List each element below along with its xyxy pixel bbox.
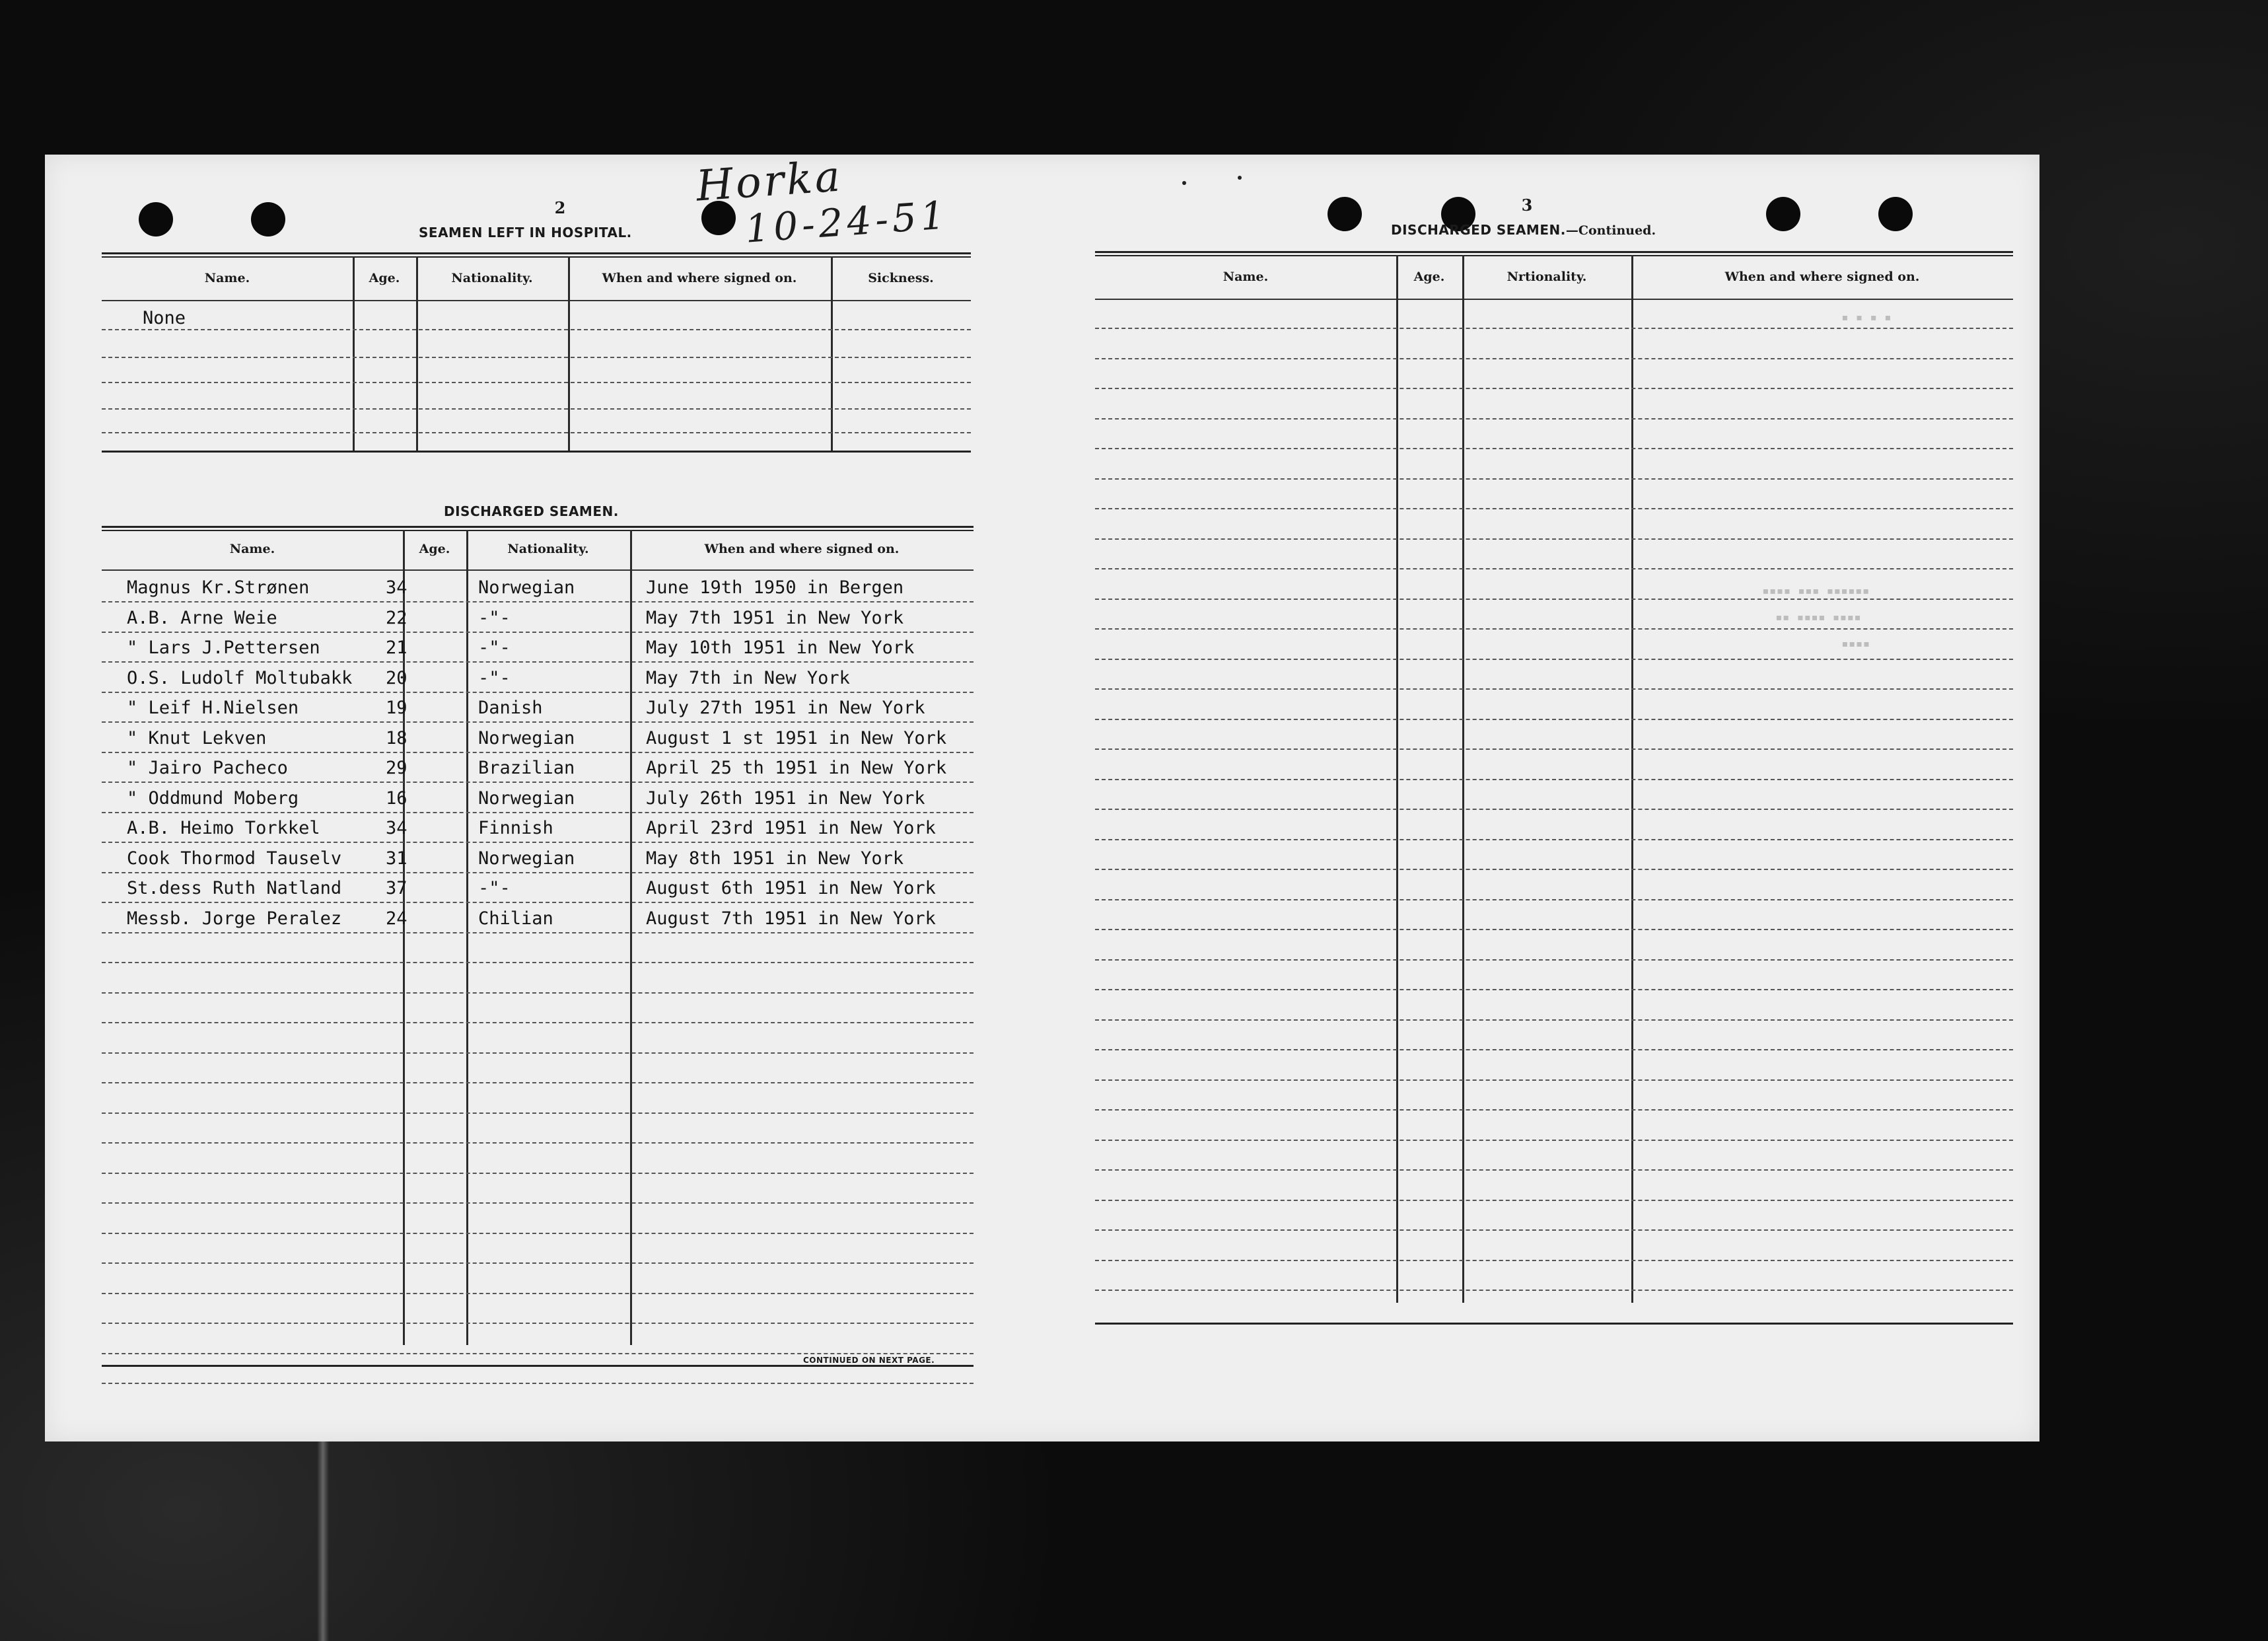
handwritten-annotation-date: 10-24-51: [744, 192, 950, 252]
table-row-rule: [102, 1052, 974, 1054]
seaman-signed-on-cell: August 6th 1951 in New York: [646, 878, 936, 898]
right-section-title-suffix: —Continued.: [1565, 223, 1656, 238]
table-row-rule: [1095, 839, 2013, 840]
column-divider: [416, 256, 418, 451]
table-row-rule: [1095, 899, 2013, 900]
table-rule: [102, 252, 971, 254]
column-divider: [353, 256, 355, 451]
table-row-rule: [102, 1173, 974, 1174]
hospital-name-cell: None: [143, 308, 186, 328]
seaman-signed-on-cell: April 25 th 1951 in New York: [646, 758, 947, 778]
seaman-signed-on-cell: July 27th 1951 in New York: [646, 698, 925, 718]
table-row-rule: [102, 872, 974, 873]
column-header-age: Age.: [1413, 270, 1445, 284]
table-row-rule: [1095, 869, 2013, 870]
seaman-name-cell: " Lars J.Pettersen: [127, 638, 320, 658]
seaman-age-cell: 18: [386, 727, 408, 748]
seaman-name-cell: A.B. Arne Weie: [127, 607, 277, 628]
table-rule: [102, 256, 971, 258]
seaman-name-cell: Magnus Kr.Strønen: [127, 577, 310, 598]
column-header-nationality: Nationality.: [507, 542, 589, 556]
seaman-signed-on-cell: May 7th 1951 in New York: [646, 607, 904, 628]
table-row-rule: [102, 1323, 974, 1324]
table-row-rule: [102, 632, 974, 633]
column-header-signed-on: When and where signed on.: [602, 271, 797, 285]
seaman-name-cell: " Jairo Pacheco: [127, 758, 288, 778]
seaman-nationality-cell: Norwegian: [478, 577, 575, 598]
column-header-nationality: Nationality.: [451, 271, 533, 285]
table-row-rule: [102, 962, 974, 963]
punch-hole: [1878, 197, 1913, 231]
table-row-rule: [1095, 599, 2013, 600]
table-row-rule: [102, 1202, 974, 1204]
table-row-rule: [1095, 358, 2013, 359]
table-row-rule: [1095, 1140, 2013, 1141]
column-header-age: Age.: [419, 542, 450, 556]
table-row-rule: [102, 932, 974, 933]
hospital-table: [102, 252, 971, 490]
table-row-rule: [1095, 1169, 2013, 1171]
table-row-rule: [102, 721, 974, 723]
seaman-name-cell: " Leif H.Nielsen: [127, 698, 299, 718]
table-row-rule: [102, 1082, 974, 1083]
table-row-rule: [1095, 538, 2013, 540]
seaman-age-cell: 31: [386, 848, 408, 869]
table-row-rule: [1095, 568, 2013, 569]
seaman-age-cell: 22: [386, 607, 408, 628]
table-header-rule: [1095, 299, 2013, 300]
seaman-signed-on-cell: May 8th 1951 in New York: [646, 848, 904, 869]
seaman-signed-on-cell: June 19th 1950 in Bergen: [646, 577, 904, 598]
seaman-nationality-cell: Danish: [478, 698, 543, 718]
punch-hole: [1766, 197, 1800, 231]
table-row-rule: [102, 992, 974, 994]
scan-streak: [317, 1440, 329, 1641]
table-row-rule: [1095, 748, 2013, 750]
table-rule: [102, 530, 974, 531]
table-row-rule: [1095, 1260, 2013, 1261]
table-row-rule: [1095, 1109, 2013, 1111]
seaman-age-cell: 34: [386, 577, 408, 598]
seaman-name-cell: Cook Thormod Tauselv: [127, 848, 342, 869]
bleed-through-mark: ▪ ▪ ▪ ▪: [1841, 310, 1892, 324]
table-row-rule: [1095, 1079, 2013, 1081]
table-rule: [1095, 255, 2013, 256]
dust-speck: [1182, 181, 1186, 185]
seaman-nationality-cell: -"-: [478, 638, 511, 658]
right-section-title: [1391, 222, 1656, 238]
table-row-rule: [102, 1112, 974, 1114]
seaman-signed-on-cell: July 26th 1951 in New York: [646, 787, 925, 809]
table-row-rule: [102, 408, 971, 410]
seaman-signed-on-cell: April 23rd 1951 in New York: [646, 818, 936, 838]
table-row-rule: [1095, 809, 2013, 810]
seaman-age-cell: 37: [386, 878, 408, 898]
table-row-rule: [1095, 328, 2013, 329]
seaman-age-cell: 29: [386, 758, 408, 778]
seaman-age-cell: 20: [386, 667, 408, 688]
table-row-rule: [102, 661, 974, 663]
seaman-name-cell: A.B. Heimo Torkkel: [127, 818, 320, 838]
column-header-signed-on: When and where signed on.: [704, 542, 900, 556]
table-rule: [102, 1365, 974, 1367]
table-row-rule: [102, 812, 974, 813]
right-section-title-main: DISCHARGED SEAMEN.: [1391, 222, 1566, 238]
table-row-rule: [102, 1383, 974, 1384]
table-rule: [102, 451, 971, 453]
table-row-rule: [1095, 418, 2013, 419]
seaman-name-cell: " Oddmund Moberg: [127, 787, 299, 809]
table-row-rule: [1095, 388, 2013, 389]
table-row-rule: [102, 329, 971, 330]
column-header-age: Age.: [369, 271, 400, 285]
punch-hole: [1328, 197, 1362, 231]
column-header-name: Name.: [229, 542, 275, 556]
table-row-rule: [102, 692, 974, 693]
table-row-rule: [1095, 1229, 2013, 1231]
table-row-rule: [1095, 989, 2013, 990]
table-row-rule: [102, 382, 971, 383]
table-row-rule: [1095, 929, 2013, 930]
table-row-rule: [1095, 719, 2013, 720]
table-row-rule: [1095, 1290, 2013, 1291]
handwritten-annotation-name: Horka: [694, 152, 845, 211]
seaman-name-cell: O.S. Ludolf Moltubakk: [127, 667, 353, 688]
seaman-signed-on-cell: May 10th 1951 in New York: [646, 638, 915, 658]
seaman-signed-on-cell: May 7th in New York: [646, 667, 850, 688]
table-row-rule: [102, 752, 974, 753]
bleed-through-mark: ▪▪▪▪▪▪ ▪▪▪ ▪▪▪▪: [1762, 584, 1870, 598]
discharged-section-title: DISCHARGED SEAMEN.: [444, 503, 619, 519]
table-row-rule: [1095, 688, 2013, 690]
table-row-rule: [1095, 1049, 2013, 1050]
column-divider: [630, 530, 632, 1345]
dust-speck: [1238, 176, 1242, 180]
table-row-rule: [102, 1293, 974, 1294]
table-row-rule: [102, 842, 974, 843]
seaman-name-cell: " Knut Lekven: [127, 727, 267, 748]
column-header-signed-on: When and where signed on.: [1724, 270, 1920, 284]
column-divider: [831, 256, 833, 451]
column-header-sickness: Sickness.: [868, 271, 934, 285]
table-row-rule: [1095, 659, 2013, 660]
discharged-table: [102, 526, 974, 1411]
table-row-rule: [102, 357, 971, 358]
bleed-through-mark: ▪▪▪▪ ▪▪▪▪ ▪▪: [1775, 610, 1862, 624]
seaman-nationality-cell: Finnish: [478, 818, 553, 838]
seaman-name-cell: Messb. Jorge Peralez: [127, 908, 342, 929]
table-rule: [102, 526, 974, 528]
seaman-nationality-cell: Brazilian: [478, 758, 575, 778]
seaman-nationality-cell: -"-: [478, 878, 511, 898]
page-number-right: 3: [1521, 196, 1533, 215]
discharged-continued-table: [1095, 251, 2013, 1334]
seaman-nationality-cell: Norwegian: [478, 787, 575, 809]
document-sheet: [45, 152, 2039, 1441]
punch-hole: [139, 202, 173, 237]
table-row-rule: [102, 782, 974, 783]
table-row-rule: [1095, 779, 2013, 780]
table-header-rule: [102, 569, 974, 571]
seaman-nationality-cell: Chilian: [478, 908, 553, 929]
column-header-name: Name.: [204, 271, 250, 285]
punch-hole: [251, 202, 285, 237]
column-header-name: Name.: [1223, 270, 1269, 284]
continued-note: CONTINUED ON NEXT PAGE.: [803, 1356, 935, 1365]
table-row-rule: [1095, 508, 2013, 509]
column-header-nationality: Nrtionality.: [1506, 270, 1587, 284]
table-row-rule: [102, 1022, 974, 1023]
table-row-rule: [1095, 1019, 2013, 1021]
seaman-age-cell: 34: [386, 818, 408, 838]
table-row-rule: [102, 1233, 974, 1234]
seaman-age-cell: 16: [386, 787, 408, 809]
table-row-rule: [102, 432, 971, 433]
table-rule: [1095, 1323, 2013, 1325]
table-row-rule: [102, 1142, 974, 1144]
seaman-signed-on-cell: August 7th 1951 in New York: [646, 908, 936, 929]
table-row-rule: [1095, 628, 2013, 630]
seaman-age-cell: 24: [386, 908, 408, 929]
table-row-rule: [102, 902, 974, 903]
hospital-section-title: SEAMEN LEFT IN HOSPITAL.: [419, 225, 632, 240]
seaman-signed-on-cell: August 1 st 1951 in New York: [646, 727, 947, 748]
table-header-rule: [102, 300, 971, 301]
seaman-age-cell: 19: [386, 698, 408, 718]
table-row-rule: [102, 1353, 974, 1354]
seaman-nationality-cell: -"-: [478, 607, 511, 628]
table-row-rule: [102, 1262, 974, 1264]
table-rule: [1095, 251, 2013, 253]
table-row-rule: [1095, 478, 2013, 480]
column-divider: [466, 530, 468, 1345]
seaman-age-cell: 21: [386, 638, 408, 658]
seaman-name-cell: St.dess Ruth Natland: [127, 878, 342, 898]
table-row-rule: [1095, 448, 2013, 449]
table-row-rule: [1095, 959, 2013, 961]
seaman-nationality-cell: -"-: [478, 667, 511, 688]
table-row-rule: [102, 601, 974, 602]
column-divider: [568, 256, 570, 451]
table-row-rule: [1095, 1200, 2013, 1201]
seaman-nationality-cell: Norwegian: [478, 727, 575, 748]
bleed-through-mark: ▪▪▪▪: [1841, 637, 1870, 651]
page-number-left: 2: [554, 198, 566, 217]
seaman-nationality-cell: Norwegian: [478, 848, 575, 869]
